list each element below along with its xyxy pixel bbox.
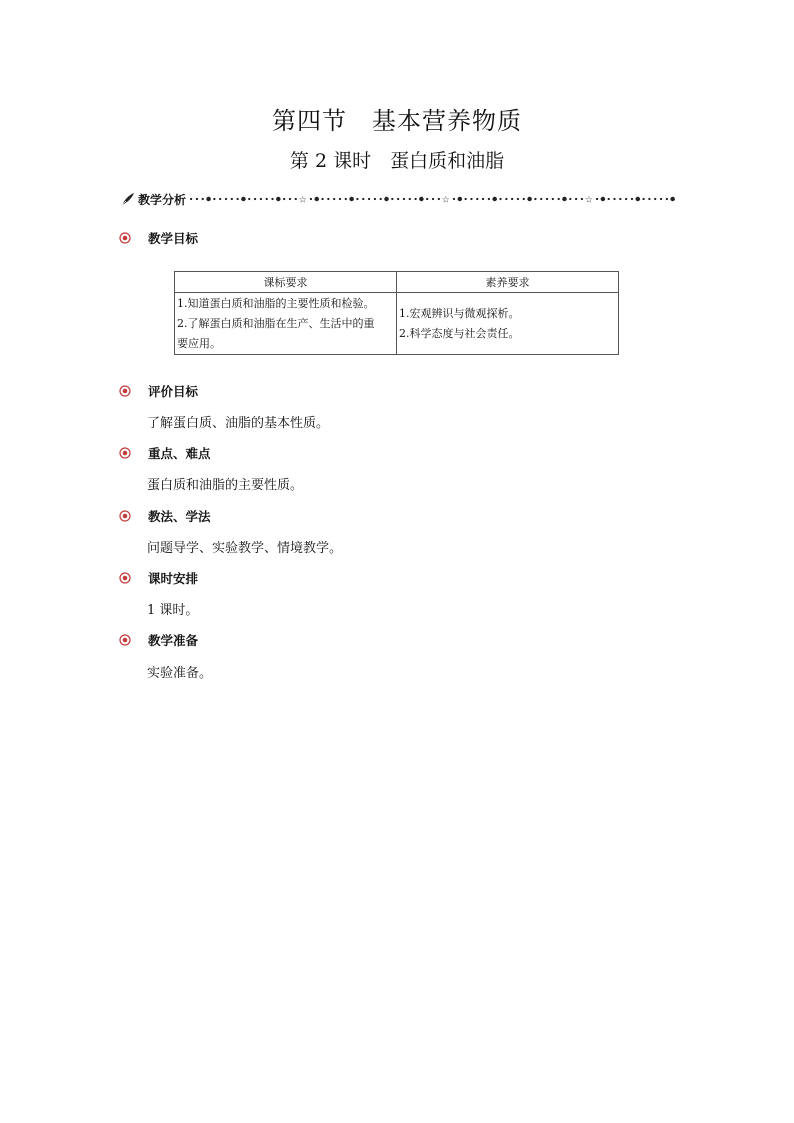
requirements-table [174,271,619,355]
divider-dot [339,198,341,200]
divider-dot [575,198,577,200]
divider-dot [333,198,335,200]
divider-dot [601,197,606,201]
target-icon [119,232,131,244]
divider-dot [295,198,297,200]
divider-dot [625,198,627,200]
divider-dot [391,198,393,200]
section-heading: 重点、难点 [148,446,211,461]
divider-dot [523,198,525,200]
divider-star: ☆ [298,194,307,204]
divider-dot [289,198,291,200]
table-row [175,293,619,355]
divider-dot [670,197,675,201]
divider-dot [266,198,268,200]
divider-star: ☆ [441,194,450,204]
divider-dot [631,198,633,200]
divider-dot [345,198,347,200]
section-evaluation [119,382,198,400]
section-heading: 课时安排 [148,571,199,586]
section-body: 实验准备。 [147,666,213,681]
divider-dot [619,198,621,200]
analysis-banner [120,190,676,208]
divider-dot [248,198,250,200]
divider-dot [648,198,650,200]
section-heading: 评价目标 [148,384,199,399]
cell-line: 1.知道蛋白质和油脂的主要性质和检验。 [177,296,375,310]
divider-dot [213,198,215,200]
divider-dot [666,198,668,200]
divider-dot [196,198,198,200]
divider-dot [438,198,440,200]
divider-dot [642,198,644,200]
divider-dot [327,198,329,200]
divider-dot [660,198,662,200]
divider-dot [546,198,548,200]
section-preparation [119,631,198,649]
divider-dot [562,197,567,201]
target-icon [119,572,131,584]
divider-dot [613,198,615,200]
divider-dot [414,198,416,200]
section-schedule [119,569,198,587]
section-heading: 教学准备 [148,633,199,648]
cell-line: 2.科学态度与社会责任。 [399,326,520,340]
divider-dot [581,198,583,200]
divider-dot [276,197,281,201]
section-key-points [119,444,211,462]
dotted-divider [188,194,676,204]
divider-dot [488,198,490,200]
divider-dot [206,197,211,201]
banner-label: 教学分析 [138,192,187,207]
target-icon [119,385,131,397]
divider-dot [534,198,536,200]
divider-dot [397,198,399,200]
divider-dot [453,198,455,200]
divider-dot [636,197,641,201]
divider-dot [241,197,246,201]
section-body: 问题导学、实验教学、情境教学。 [147,541,343,556]
divider-dot [231,198,233,200]
divider-dot [492,197,497,201]
divider-dot [476,198,478,200]
divider-dot [540,198,542,200]
divider-dot [225,198,227,200]
divider-dot [321,198,323,200]
divider-dot [654,198,656,200]
pen-icon [120,191,136,207]
divider-dot [260,198,262,200]
divider-dot [470,198,472,200]
section-methods [119,507,211,525]
divider-dot [432,198,434,200]
divider-dot [511,198,513,200]
divider-dot [482,198,484,200]
divider-dot [505,198,507,200]
cell-line: 1.宏观辨识与微观探析。 [399,306,520,320]
table-header-row [175,272,619,293]
divider-dot [465,198,467,200]
divider-dot [374,198,376,200]
divider-dot [349,197,354,201]
section-body: 了解蛋白质、油脂的基本性质。 [147,416,330,431]
divider-dot [283,198,285,200]
divider-dot [190,198,192,200]
divider-dot [552,198,554,200]
page-title: 第四节 基本营养物质 [272,107,522,135]
page-subtitle: 第 2 课时 蛋白质和油脂 [289,150,505,172]
divider-dot [419,197,424,201]
divider-dot [219,198,221,200]
divider-dot [202,198,204,200]
divider-dot [527,197,532,201]
divider-dot [384,197,389,201]
target-icon [119,634,131,646]
section-heading: 教法、学法 [148,509,211,524]
divider-dot [362,198,364,200]
divider-dot [596,198,598,200]
section-objectives [119,229,198,247]
table-header: 课标要求 [175,272,397,293]
divider-dot [608,198,610,200]
divider-dot [271,198,273,200]
divider-dot [237,198,239,200]
cell-line: 要应用。 [177,336,221,350]
table-cell-curriculum [175,293,397,355]
divider-dot [314,197,319,201]
divider-dot [558,198,560,200]
target-icon [119,510,131,522]
table-cell-competency [397,293,619,355]
divider-dot [356,198,358,200]
divider-dot [310,198,312,200]
divider-dot [409,198,411,200]
divider-dot [403,198,405,200]
divider-dot [380,198,382,200]
table-header: 素养要求 [397,272,619,293]
divider-dot [368,198,370,200]
divider-dot [254,198,256,200]
section-body: 1 课时。 [147,603,199,618]
target-icon [119,447,131,459]
divider-dot [458,197,463,201]
cell-line: 2.了解蛋白质和油脂在生产、生活中的重 [177,316,375,330]
divider-dot [499,198,501,200]
divider-star: ☆ [584,194,594,204]
section-body: 蛋白质和油脂的主要性质。 [147,478,304,493]
divider-dot [426,198,428,200]
section-heading: 教学目标 [148,231,199,246]
divider-dot [569,198,571,200]
divider-dot [517,198,519,200]
